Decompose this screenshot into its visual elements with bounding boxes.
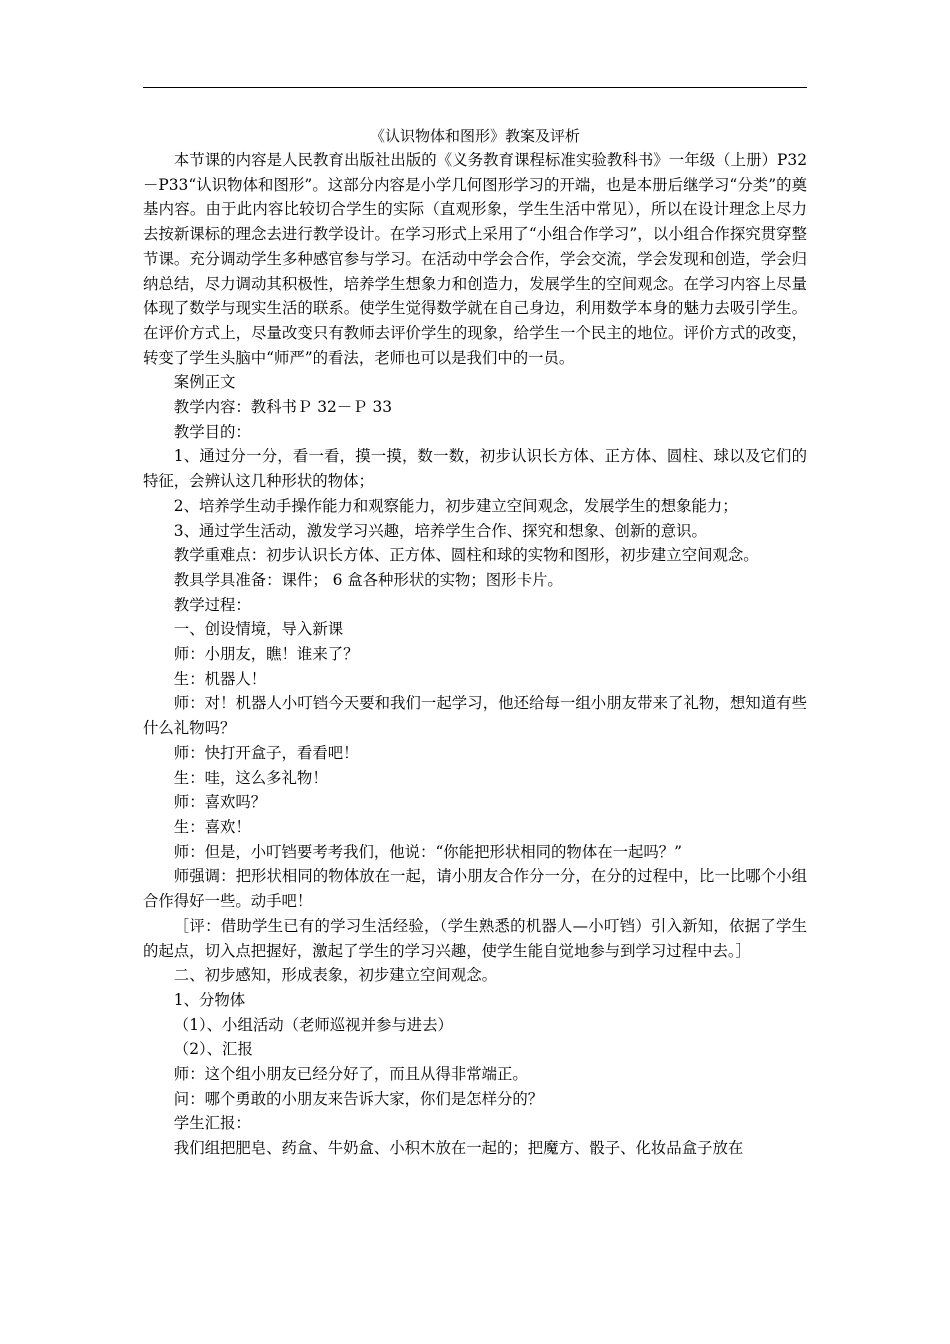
paragraph: 师：对！机器人小叮铛今天要和我们一起学习，他还给每一组小朋友带来了礼物，想知道有些什么礼物吗？ xyxy=(143,694,807,738)
header-rule xyxy=(143,87,807,88)
paragraph: （2）、汇报 xyxy=(173,1040,253,1059)
paragraph: 生：哇，这么多礼物！ xyxy=(173,768,328,787)
paragraph: 师：这个组小朋友已经分好了，而且从得非常端正。 xyxy=(173,1065,528,1084)
paragraph: 3、通过学生活动，激发学习兴趣，培养学生合作、探究和想象、创新的意识。 xyxy=(173,521,707,540)
paragraph: 师强调：把形状相同的物体放在一起，请小朋友合作分一分，在分的过程中，比一比哪个小组合作得好一些。动手吧！ xyxy=(143,867,807,911)
paragraph: 学生汇报： xyxy=(173,1114,251,1133)
paragraph: 1、通过分一分，看一看，摸一摸，数一数，初步认识长方体、正方体、圆柱、球以及它们的特征，会辨认这几种形状的物体； xyxy=(143,447,807,491)
paragraph: 教具学具准备：课件； 6 盒各种形状的实物；图形卡片。 xyxy=(173,570,563,589)
paragraph: 生：喜欢！ xyxy=(173,817,251,836)
paragraph: 案例正文 xyxy=(173,373,236,392)
paragraph: 一、创设情境，导入新课 xyxy=(173,620,344,639)
paragraph: 师：小朋友，瞧！谁来了？ xyxy=(173,645,359,664)
paragraph: 教学内容：教科书Ｐ 32－Ｐ 33 xyxy=(173,398,393,417)
paragraph: 问：哪个勇敢的小朋友来告诉大家，你们是怎样分的？ xyxy=(173,1089,544,1108)
paragraph: 教学目的： xyxy=(173,422,251,441)
paragraph: 我们组把肥皂、药盒、牛奶盒、小积木放在一起的；把魔方、骰子、化妆品盒子放在 xyxy=(173,1139,744,1158)
paragraph: 师：快打开盒子，看看吧！ xyxy=(173,743,359,762)
paragraph: 师：但是，小叮铛要考考我们，他说：“你能把形状相同的物体在一起吗？” xyxy=(173,842,683,861)
paragraph: 1、分物体 xyxy=(173,990,246,1009)
paragraph: 教学重难点：初步认识长方体、正方体、圆柱和球的实物和图形，初步建立空间观念。 xyxy=(173,546,759,565)
paragraph: 本节课的内容是人民教育出版社出版的《义务教育课程标准实验教科书》一年级（上册）P32－P33“认识物体和图形”。这部分内容是小学几何图形学习的开端，也是本册后继学习“分类”的奠基内容。由于此内容比较切合学生的实际（直观形象，学生生活中常见），所以在设计理念上尽力去按新课标的理念去进行教学设计。在学习形式上采用了“小组合作学习”，以小组合作探究贯穿整节课。充分调动学生多种感官参与学习。在活动中学会合作，学会交流，学会发现和创造，学会归纳总结，尽力调动其积极性，培养学生想象力和创造力，发展学生的空间观念。在学习内容上尽量体现了数学与现实生活的联系。使学生觉得数学就在自己身边，利用数学本身的魅力去吸引学生。在评价方式上，尽量改变只有教师去评价学生的现象，给学生一个民主的地位。评价方式的改变，转变了学生头脑中“师严”的看法，老师也可以是我们中的一员。 xyxy=(143,151,807,367)
paragraph: 2、培养学生动手操作能力和观察能力，初步建立空间观念，发展学生的想象能力； xyxy=(173,496,738,515)
paragraph: ［评：借助学生已有的学习生活经验，（学生熟悉的机器人—小叮铛）引入新知，依据了学生的起点，切入点把握好，激起了学生的学习兴趣，使学生能自觉地参与到学习过程中去。］ xyxy=(143,916,807,960)
paragraph: 师：喜欢吗？ xyxy=(173,793,267,812)
paragraph: （1）、小组活动（老师巡视并参与进去） xyxy=(173,1015,453,1034)
document-title: 《认识物体和图形》教案及评析 xyxy=(369,127,580,145)
document-body xyxy=(143,148,807,1161)
paragraph: 教学过程： xyxy=(173,595,251,614)
paragraph: 生：机器人！ xyxy=(173,669,267,688)
paragraph: 二、初步感知，形成表象，初步建立空间观念。 xyxy=(173,966,498,985)
